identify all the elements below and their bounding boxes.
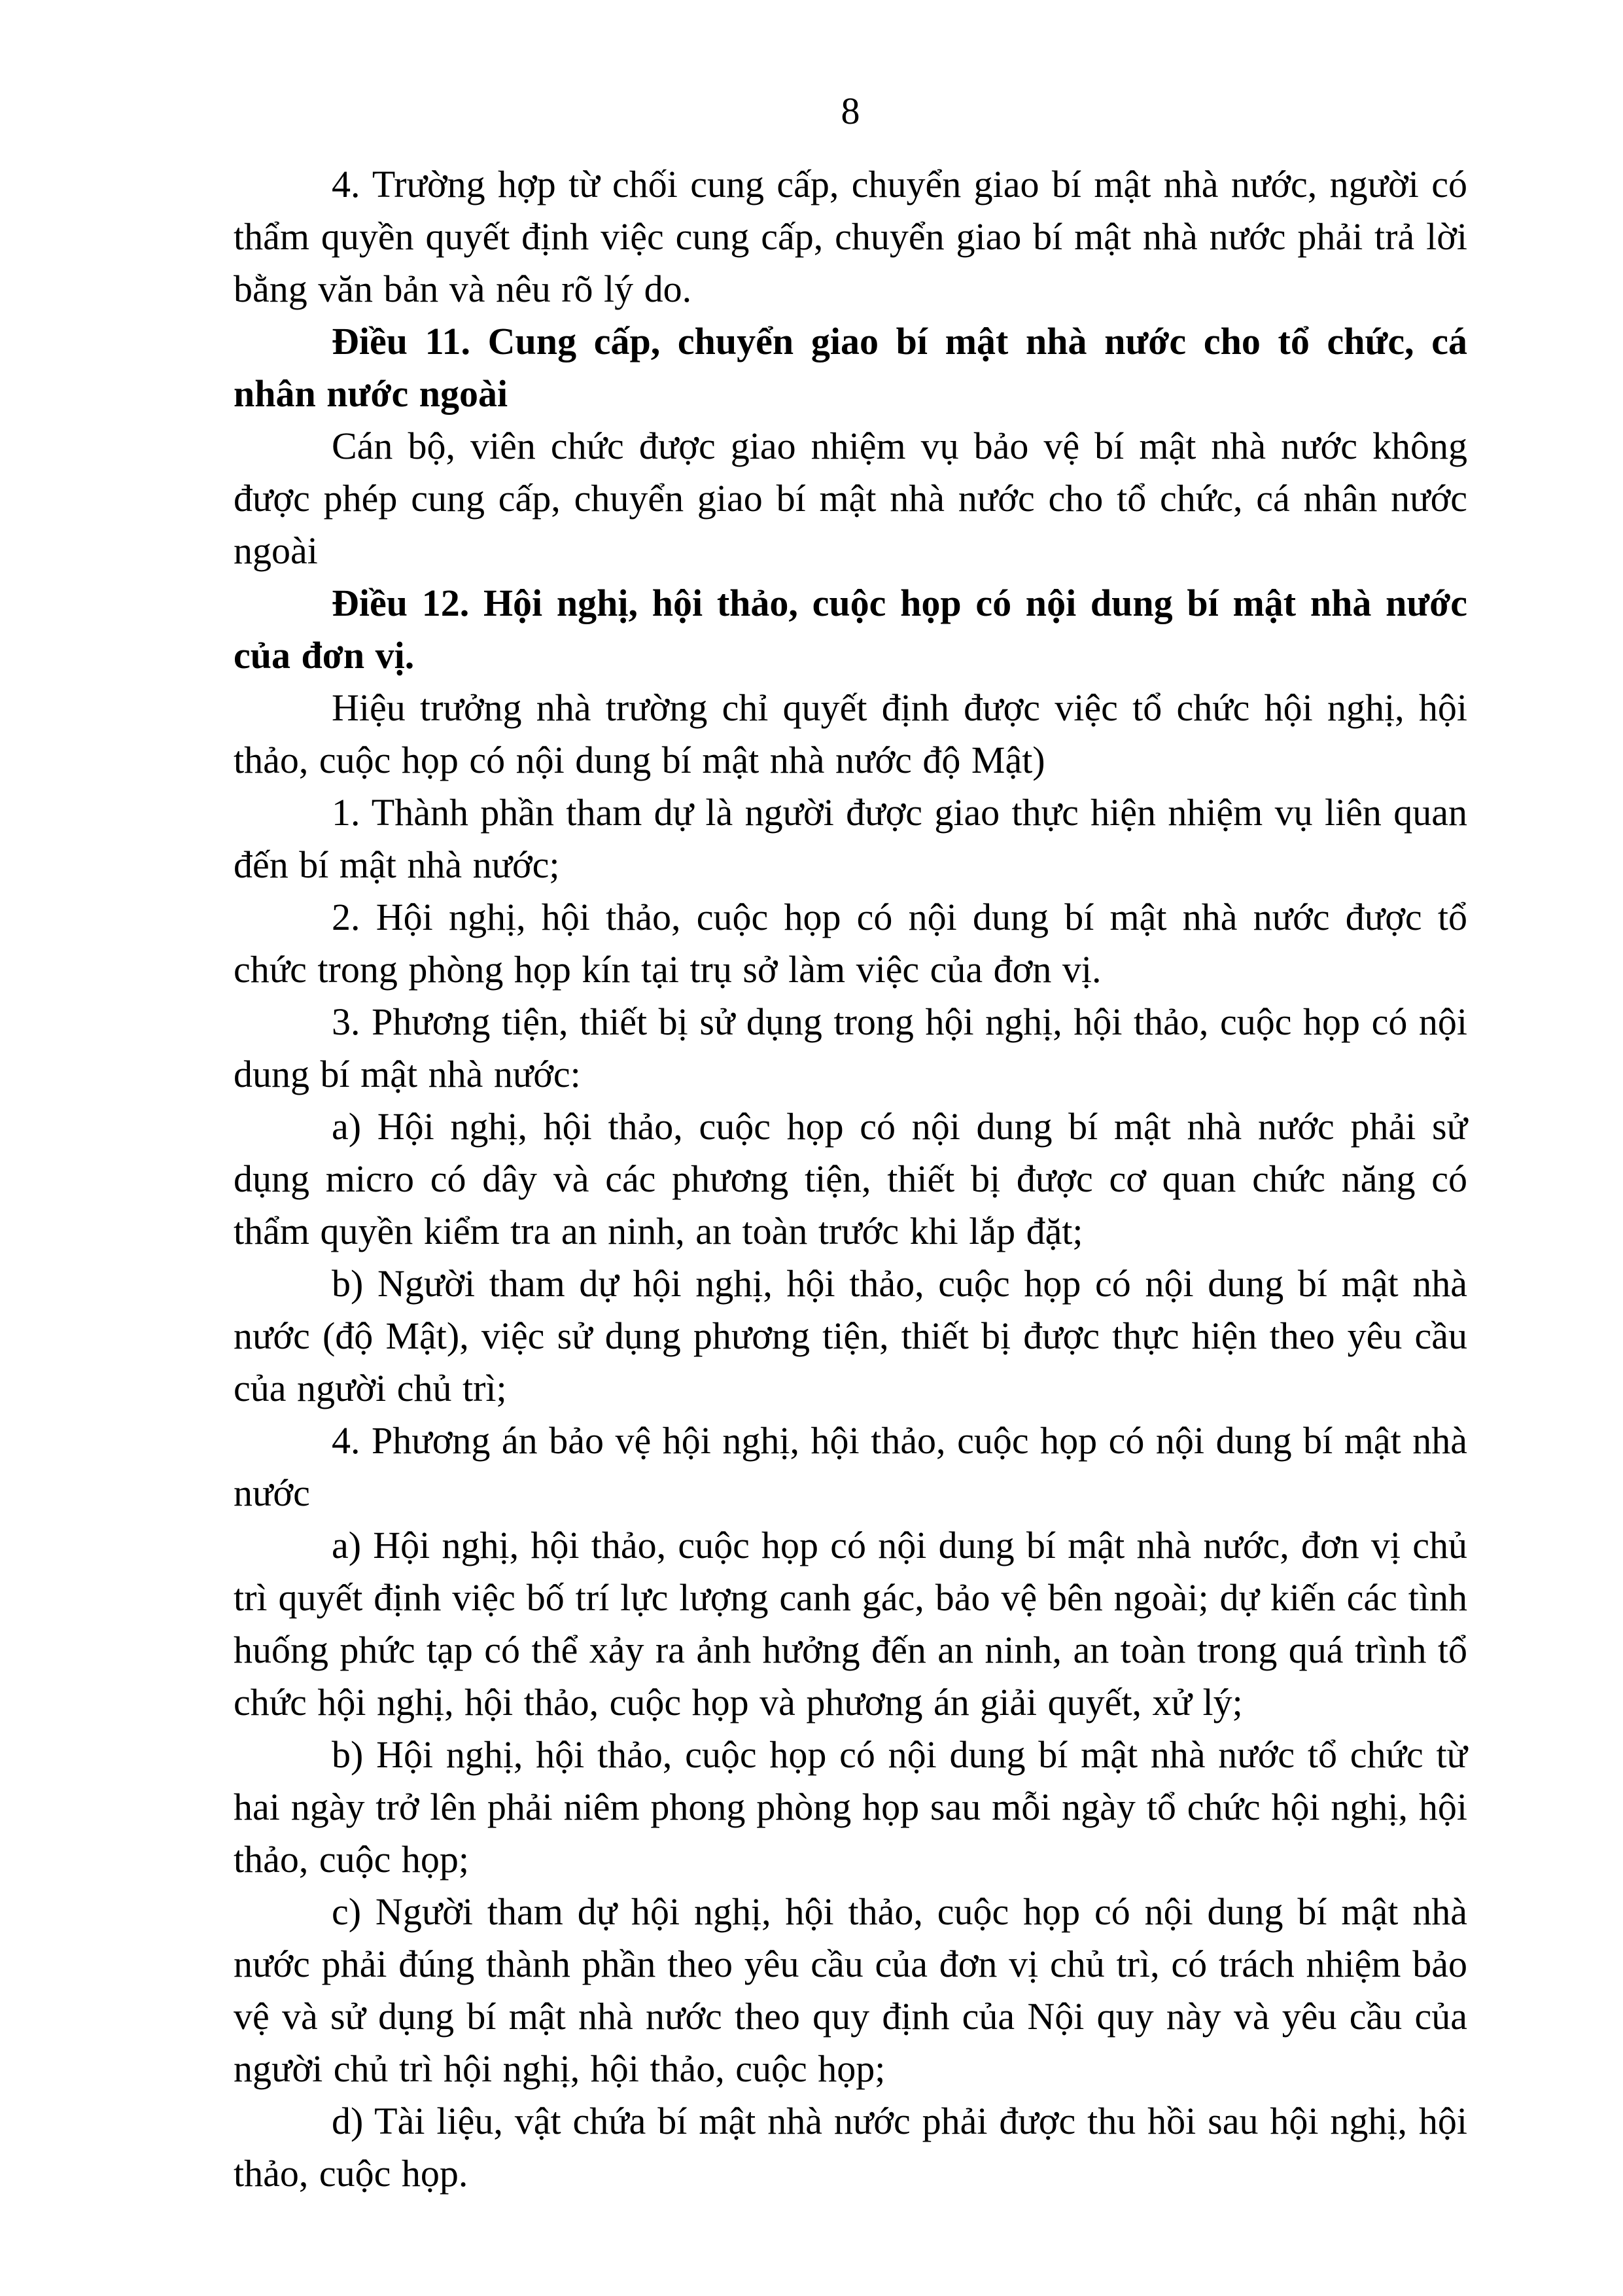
paragraph-item-4-refusal: 4. Trường hợp từ chối cung cấp, chuyển giao bí mật nhà nước, người có thẩm quyền quyết định việc cung cấp, chuyển giao bí mật nhà nước phải trả lời bằng văn bản và nêu rõ lý do. xyxy=(234,163,1467,310)
paragraph-item-4-protection-plan: 4. Phương án bảo vệ hội nghị, hội thảo, cuộc họp có nội dung bí mật nhà nước xyxy=(234,1419,1467,1514)
paragraph-item-1-participants: 1. Thành phần tham dự là người được giao thực hiện nhiệm vụ liên quan đến bí mật nhà nước; xyxy=(234,791,1467,886)
paragraph-item-3b-attendees-devices: b) Người tham dự hội nghị, hội thảo, cuộc họp có nội dung bí mật nhà nước (độ Mật), việc sử dụng phương tiện, thiết bị được thực hiện theo yêu cầu của người chủ trì; xyxy=(234,1262,1467,1409)
page-number: 8 xyxy=(841,90,860,132)
paragraph-item-4b-sealing-room: b) Hội nghị, hội thảo, cuộc họp có nội dung bí mật nhà nước tổ chức từ hai ngày trở lên phải niêm phong phòng họp sau mỗi ngày tổ chức hội nghị, hội thảo, cuộc họp; xyxy=(234,1733,1467,1881)
paragraph-article-11-body: Cán bộ, viên chức được giao nhiệm vụ bảo vệ bí mật nhà nước không được phép cung cấp, chuyển giao bí mật nhà nước cho tổ chức, cá nhân nước ngoài xyxy=(234,425,1467,572)
paragraph-item-4c-attendee-duties: c) Người tham dự hội nghị, hội thảo, cuộc họp có nội dung bí mật nhà nước phải đúng thành phần theo yêu cầu của đơn vị chủ trì, có trách nhiệm bảo vệ và sử dụng bí mật nhà nước theo quy định của Nội quy này và yêu cầu của người chủ trì hội nghị, hội thảo, cuộc họp; xyxy=(234,1890,1467,2090)
paragraph-item-3-equipment: 3. Phương tiện, thiết bị sử dụng trong hội nghị, hội thảo, cuộc họp có nội dung bí mật nhà nước: xyxy=(234,1000,1467,1095)
paragraph-item-3a-microphone: a) Hội nghị, hội thảo, cuộc họp có nội dung bí mật nhà nước phải sử dụng micro có dây và các phương tiện, thiết bị được cơ quan chức năng có thẩm quyền kiểm tra an ninh, an toàn trước khi lắp đặt; xyxy=(234,1105,1467,1252)
paragraph-article-12-intro: Hiệu trưởng nhà trường chỉ quyết định được việc tổ chức hội nghị, hội thảo, cuộc họp có nội dung bí mật nhà nước độ Mật) xyxy=(234,686,1467,781)
document-content xyxy=(234,85,1467,2200)
paragraph-item-4a-guards: a) Hội nghị, hội thảo, cuộc họp có nội dung bí mật nhà nước, đơn vị chủ trì quyết định việc bố trí lực lượng canh gác, bảo vệ bên ngoài; dự kiến các tình huống phức tạp có thể xảy ra ảnh hưởng đến an ninh, an toàn trong quá trình tổ chức hội nghị, hội thảo, cuộc họp và phương án giải quyết, xử lý; xyxy=(234,1524,1467,1723)
article-12-heading: Điều 12. Hội nghị, hội thảo, cuộc họp có nội dung bí mật nhà nước của đơn vị. xyxy=(234,582,1467,677)
article-11-heading: Điều 11. Cung cấp, chuyển giao bí mật nhà nước cho tổ chức, cá nhân nước ngoài xyxy=(234,320,1467,415)
paragraph-item-2-meeting-room: 2. Hội nghị, hội thảo, cuộc họp có nội dung bí mật nhà nước được tổ chức trong phòng họp kín tại trụ sở làm việc của đơn vị. xyxy=(234,896,1467,991)
paragraph-item-4d-document-retrieval: d) Tài liệu, vật chứa bí mật nhà nước phải được thu hồi sau hội nghị, hội thảo, cuộc họp. xyxy=(234,2100,1467,2195)
